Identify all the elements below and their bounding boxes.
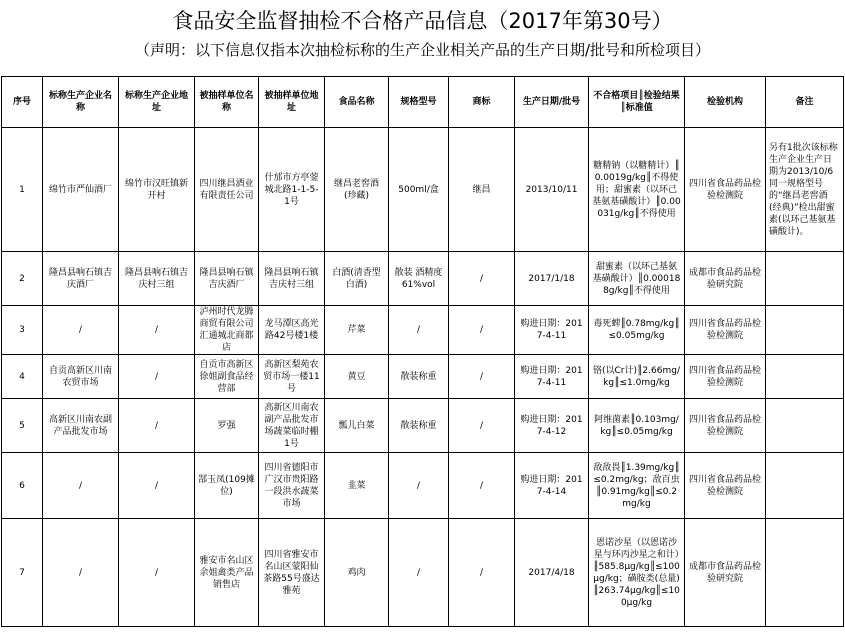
- table-cell: 成都市食品药品检验研究院: [685, 252, 766, 306]
- table-cell: 成都市食品药品检验研究院: [685, 519, 766, 627]
- header-cell: 备注: [766, 77, 844, 128]
- table-cell: [766, 399, 844, 453]
- table-cell: /: [449, 519, 515, 627]
- header-cell: 规格型号: [389, 77, 449, 128]
- table-cell: 散装称重: [389, 355, 449, 399]
- results-table: [1, 76, 844, 627]
- table-cell: /: [43, 453, 119, 519]
- table-cell: 四川省食品药品检验检测院: [685, 453, 766, 519]
- table-cell: 泸州时代龙腾商贸有限公司汇通城北商都店: [195, 306, 259, 355]
- header-cell: 检验机构: [685, 77, 766, 128]
- table-cell: 恩诺沙星（以恩诺沙星与环丙沙星之和计）║585.8μg/kg║≤100μg/kg；磺胺类(总量)║263.74μg/kg║≤100μg/kg: [589, 519, 685, 627]
- table-cell: /: [449, 306, 515, 355]
- table-cell: 高新区梨苑农贸市场一楼11号: [259, 355, 325, 399]
- table-cell: 高新区川南农副产品批发市场: [43, 399, 119, 453]
- table-cell: /: [449, 453, 515, 519]
- table-cell: 购进日期：2017-4-11: [515, 306, 589, 355]
- table-cell: [766, 453, 844, 519]
- table-cell: 甜蜜素（以环己基氨基磺酸计）║0.000188g/kg║不得使用: [589, 252, 685, 306]
- table-cell: 5: [2, 399, 43, 453]
- table-cell: 3: [2, 306, 43, 355]
- page-subtitle: （声明：以下信息仅指本次抽检标称的生产企业相关产品的生产日期/批号和所检项目）: [134, 41, 711, 59]
- table-cell: /: [119, 306, 195, 355]
- header-cell: 标称生产企业地址: [119, 77, 195, 128]
- table-cell: 2013/10/11: [515, 128, 589, 252]
- table-cell: 隆昌县响石镇吉庆酒厂: [43, 252, 119, 306]
- table-cell: /: [449, 252, 515, 306]
- header-cell: 食品名称: [325, 77, 389, 128]
- table-cell: 四川省雅安市名山区蒙阳仙茶路55号盛达雅苑: [259, 519, 325, 627]
- table-cell: /: [449, 399, 515, 453]
- table-row: [2, 355, 844, 399]
- table-cell: 自贡市高新区徐姐副食品经营部: [195, 355, 259, 399]
- table-cell: 隆昌县响石镇吉庆村三组: [259, 252, 325, 306]
- table-cell: 四川省德阳市广汉市贵阳路一段洪水蔬菜市场: [259, 453, 325, 519]
- table-row: [2, 453, 844, 519]
- page-title: 食品安全监督抽检不合格产品信息（2017年第30号）: [172, 9, 673, 33]
- table-header-row: [2, 77, 844, 128]
- table-cell: 隆昌县响石镇吉庆酒厂: [195, 252, 259, 306]
- header-cell: 被抽样单位地址: [259, 77, 325, 128]
- table-cell: 1: [2, 128, 43, 252]
- table-cell: 2: [2, 252, 43, 306]
- table-cell: [766, 252, 844, 306]
- table-cell: 购进日期：2017-4-12: [515, 399, 589, 453]
- table-cell: 什邡市方亭蓥城北路1-1-5-1号: [259, 128, 325, 252]
- table-cell: /: [449, 355, 515, 399]
- table-cell: 四川继昌酒业有限责任公司: [195, 128, 259, 252]
- table-cell: 散装 酒精度61%vol: [389, 252, 449, 306]
- header-cell: 商标: [449, 77, 515, 128]
- table-cell: /: [119, 453, 195, 519]
- table-cell: 四川省食品药品检验检测院: [685, 355, 766, 399]
- header-cell: 标称生产企业名称: [43, 77, 119, 128]
- table-cell: 铬(以Cr计)║2.66mg/kg║≤1.0mg/kg: [589, 355, 685, 399]
- table-cell: 白酒(清香型白酒): [325, 252, 389, 306]
- table-cell: /: [43, 306, 119, 355]
- table-cell: 四川省食品药品检验检测院: [685, 399, 766, 453]
- table-cell: 2017/1/18: [515, 252, 589, 306]
- table-cell: 罗强: [195, 399, 259, 453]
- header-cell: 被抽样单位名称: [195, 77, 259, 128]
- table-row: [2, 519, 844, 627]
- table-cell: /: [119, 355, 195, 399]
- table-cell: 隆昌县响石镇吉庆村三组: [119, 252, 195, 306]
- table-cell: 6: [2, 453, 43, 519]
- table-cell: /: [389, 453, 449, 519]
- table-cell: 高新区川南农副产品批发市场蔬菜临时棚1号: [259, 399, 325, 453]
- table-cell: 龙马潭区高光路42号楼1楼: [259, 306, 325, 355]
- table-row: [2, 306, 844, 355]
- table-cell: 四川省食品药品检验检测院: [685, 128, 766, 252]
- table-cell: 瓢儿白菜: [325, 399, 389, 453]
- table-cell: 雅安市名山区余姐禽类产品销售店: [195, 519, 259, 627]
- table-cell: 鸡肉: [325, 519, 389, 627]
- table-cell: 毒死蜱║0.78mg/kg║≤0.05mg/kg: [589, 306, 685, 355]
- table-cell: /: [119, 519, 195, 627]
- table-row: [2, 399, 844, 453]
- table-cell: 糖精钠（以糖精计）║0.0019g/kg║不得使用；甜蜜素（以环己基氨基磺酸计）║0.00031g/kg║不得使用: [589, 128, 685, 252]
- table-cell: 继昌: [449, 128, 515, 252]
- table-cell: /: [43, 519, 119, 627]
- table-cell: /: [389, 306, 449, 355]
- table-cell: 黄豆: [325, 355, 389, 399]
- table-cell: 四川省食品药品检验检测院: [685, 306, 766, 355]
- table-cell: 阿维菌素║0.103mg/kg║≤0.05mg/kg: [589, 399, 685, 453]
- table-cell: 散装称重: [389, 399, 449, 453]
- header-cell: 不合格项目║检验结果║标准值: [589, 77, 685, 128]
- table-cell: 绵竹市严仙酒厂: [43, 128, 119, 252]
- table-cell: 500ml/盒: [389, 128, 449, 252]
- table-cell: [766, 519, 844, 627]
- table-cell: /: [389, 519, 449, 627]
- table-cell: 继昌老窖酒(珍藏): [325, 128, 389, 252]
- table-cell: 7: [2, 519, 43, 627]
- table-cell: 自贡高新区川南农贸市场: [43, 355, 119, 399]
- table-cell: 购进日期：2017-4-14: [515, 453, 589, 519]
- table-row: [2, 128, 844, 252]
- table-cell: 敌敌畏║1.39mg/kg║≤0.2mg/kg；敌百虫║0.91mg/kg║≤0.2mg/kg: [589, 453, 685, 519]
- header-cell: 生产日期/批号: [515, 77, 589, 128]
- table-cell: 郜玉凤(109摊位): [195, 453, 259, 519]
- table-cell: 另有1批次该标称生产企业生产日期为2013/10/6同一规格型号的“继昌老窖酒(经典)”检出甜蜜素(以环己基氨基磺酸计)。: [766, 128, 844, 252]
- table-cell: 购进日期：2017-4-11: [515, 355, 589, 399]
- table-row: [2, 252, 844, 306]
- table-cell: 2017/4/18: [515, 519, 589, 627]
- header-cell: 序号: [2, 77, 43, 128]
- table-cell: 韭菜: [325, 453, 389, 519]
- table-cell: /: [119, 399, 195, 453]
- table-cell: 绵竹市汉旺镇新开村: [119, 128, 195, 252]
- table-cell: [766, 306, 844, 355]
- table-cell: 4: [2, 355, 43, 399]
- table-cell: [766, 355, 844, 399]
- table-cell: 芹菜: [325, 306, 389, 355]
